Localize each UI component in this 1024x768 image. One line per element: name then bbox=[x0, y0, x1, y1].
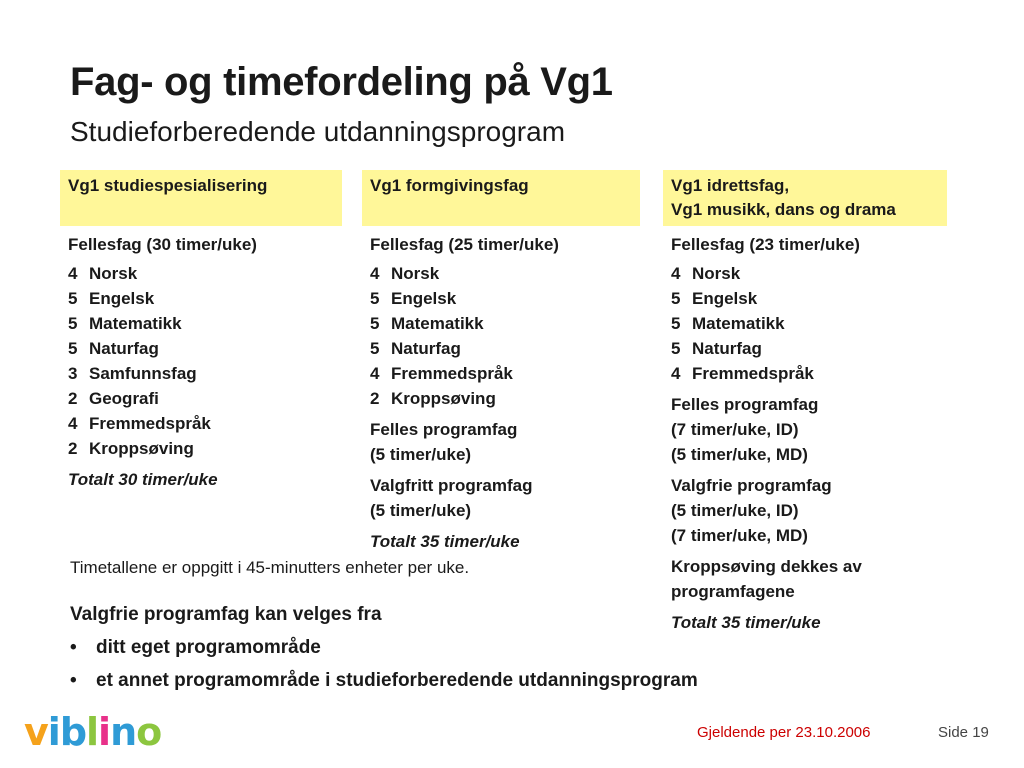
subject-row bbox=[68, 436, 334, 461]
subject-row bbox=[68, 361, 334, 386]
subject-name: Matematikk bbox=[89, 314, 182, 333]
subject-row bbox=[370, 386, 632, 411]
subject-name: Naturfag bbox=[391, 339, 461, 358]
subject-name: Fremmedspråk bbox=[391, 364, 513, 383]
subject-row bbox=[68, 411, 334, 436]
subject-row bbox=[370, 261, 632, 286]
subject-row bbox=[68, 286, 334, 311]
subject-name: Samfunnsfag bbox=[89, 364, 197, 383]
column-header bbox=[663, 170, 947, 226]
bullet-icon: • bbox=[70, 670, 77, 691]
subject-hours: 5 bbox=[671, 339, 681, 358]
column-formgivingsfag bbox=[362, 170, 640, 554]
subject-name: Kroppsøving bbox=[391, 389, 496, 408]
column-body bbox=[60, 226, 342, 492]
subject-name: Norsk bbox=[89, 264, 138, 283]
program-block-line: Valgfritt programfag bbox=[370, 476, 533, 495]
subject-hours: 4 bbox=[68, 264, 78, 283]
choice-item bbox=[70, 631, 698, 664]
fellesfag-heading: Fellesfag (30 timer/uke) bbox=[68, 235, 257, 254]
subject-hours: 2 bbox=[370, 389, 380, 408]
subject-hours: 5 bbox=[68, 314, 78, 333]
subject-list bbox=[68, 261, 334, 461]
subject-row bbox=[68, 386, 334, 411]
column-body bbox=[362, 226, 640, 554]
subject-hours: 5 bbox=[68, 289, 78, 308]
subject-name: Matematikk bbox=[692, 314, 785, 333]
logo-letter: l bbox=[86, 710, 99, 754]
column-header-line: Vg1 formgivingsfag bbox=[370, 176, 529, 195]
subject-name: Norsk bbox=[391, 264, 440, 283]
choices-heading: Valgfrie programfag kan velges fra bbox=[70, 604, 382, 625]
subject-hours: 5 bbox=[370, 339, 380, 358]
program-block-line: (7 timer/uke, MD) bbox=[671, 526, 808, 545]
subject-name: Engelsk bbox=[692, 289, 758, 308]
subject-row bbox=[68, 336, 334, 361]
program-block-line: Kroppsøving dekkes av bbox=[671, 557, 862, 576]
subject-hours: 4 bbox=[68, 414, 78, 433]
column-body bbox=[663, 226, 947, 635]
column-header bbox=[60, 170, 342, 226]
program-block-line: (7 timer/uke, ID) bbox=[671, 420, 799, 439]
program-block-line: programfagene bbox=[671, 582, 795, 601]
logo-letter: o bbox=[136, 710, 162, 754]
subject-hours: 4 bbox=[671, 364, 681, 383]
column-header-line: Vg1 musikk, dans og drama bbox=[671, 200, 896, 219]
subject-row bbox=[671, 261, 939, 286]
subject-hours: 3 bbox=[68, 364, 78, 383]
subject-hours: 5 bbox=[68, 339, 78, 358]
choice-item-text: ditt eget programområde bbox=[96, 637, 321, 658]
subject-name: Engelsk bbox=[391, 289, 457, 308]
total-hours: Totalt 35 timer/uke bbox=[370, 532, 520, 551]
subject-hours: 4 bbox=[671, 264, 681, 283]
program-block-line: (5 timer/uke) bbox=[370, 445, 472, 464]
subject-name: Naturfag bbox=[692, 339, 762, 358]
footer-date: Gjeldende per 23.10.2006 bbox=[697, 724, 871, 741]
subject-name: Matematikk bbox=[391, 314, 484, 333]
program-block-line: Felles programfag bbox=[370, 420, 518, 439]
logo-letter: v bbox=[24, 710, 48, 754]
slide-subtitle: Studieforberedende utdanningsprogram bbox=[70, 116, 566, 147]
subject-name: Fremmedspråk bbox=[692, 364, 814, 383]
program-block-line: (5 timer/uke, MD) bbox=[671, 445, 808, 464]
subject-hours: 2 bbox=[68, 389, 78, 408]
logo-letter: n bbox=[110, 710, 137, 754]
subject-name: Engelsk bbox=[89, 289, 155, 308]
subject-list bbox=[370, 261, 632, 411]
logo-letter: i bbox=[98, 710, 111, 754]
column-header-line: Vg1 studiespesialisering bbox=[68, 176, 268, 195]
subject-hours: 5 bbox=[370, 289, 380, 308]
logo-letter: i bbox=[47, 710, 60, 754]
subject-hours: 4 bbox=[370, 364, 380, 383]
program-block-line: (5 timer/uke) bbox=[370, 501, 472, 520]
bullet-icon: • bbox=[70, 637, 77, 658]
program-block-line: (5 timer/uke, ID) bbox=[671, 501, 799, 520]
subject-name: Norsk bbox=[692, 264, 741, 283]
fellesfag-heading: Fellesfag (23 timer/uke) bbox=[671, 235, 860, 254]
program-block bbox=[370, 417, 632, 467]
slide-title: Fag- og timefordeling på Vg1 bbox=[70, 60, 613, 104]
subject-hours: 2 bbox=[68, 439, 78, 458]
column-studiespesialisering bbox=[60, 170, 342, 492]
logo-letter: b bbox=[59, 710, 87, 754]
column-idrettsfag-musikk bbox=[663, 170, 947, 635]
subject-hours: 5 bbox=[370, 314, 380, 333]
subject-row bbox=[370, 336, 632, 361]
subject-row bbox=[671, 311, 939, 336]
subject-row bbox=[68, 311, 334, 336]
subject-hours: 5 bbox=[671, 314, 681, 333]
subject-name: Geografi bbox=[89, 389, 159, 408]
footer-page-number: Side 19 bbox=[938, 724, 989, 741]
subject-name: Naturfag bbox=[89, 339, 159, 358]
subject-row bbox=[671, 361, 939, 386]
viblino-logo bbox=[24, 710, 161, 754]
subject-name: Kroppsøving bbox=[89, 439, 194, 458]
program-block-line: Felles programfag bbox=[671, 395, 819, 414]
column-header-line: Vg1 idrettsfag, bbox=[671, 176, 790, 195]
subject-name: Fremmedspråk bbox=[89, 414, 211, 433]
total-hours: Totalt 30 timer/uke bbox=[68, 470, 218, 489]
total-hours: Totalt 35 timer/uke bbox=[671, 613, 821, 632]
subject-row bbox=[68, 261, 334, 286]
subject-hours: 4 bbox=[370, 264, 380, 283]
subject-row bbox=[370, 286, 632, 311]
subject-hours: 5 bbox=[671, 289, 681, 308]
subject-row bbox=[671, 336, 939, 361]
choice-item bbox=[70, 664, 698, 697]
program-block-line: Valgfrie programfag bbox=[671, 476, 832, 495]
choice-item-text: et annet programområde i studieforberedende utdanningsprogram bbox=[96, 670, 698, 691]
column-header bbox=[362, 170, 640, 226]
program-block bbox=[370, 473, 632, 523]
program-block bbox=[671, 392, 939, 467]
program-block bbox=[671, 554, 939, 604]
fellesfag-heading: Fellesfag (25 timer/uke) bbox=[370, 235, 559, 254]
subject-list bbox=[671, 261, 939, 386]
program-block bbox=[671, 473, 939, 548]
subject-row bbox=[370, 361, 632, 386]
choices-section bbox=[70, 598, 698, 697]
subject-row bbox=[671, 286, 939, 311]
note-text: Timetallene er oppgitt i 45-minutters enheter per uke. bbox=[70, 558, 470, 577]
subject-row bbox=[370, 311, 632, 336]
